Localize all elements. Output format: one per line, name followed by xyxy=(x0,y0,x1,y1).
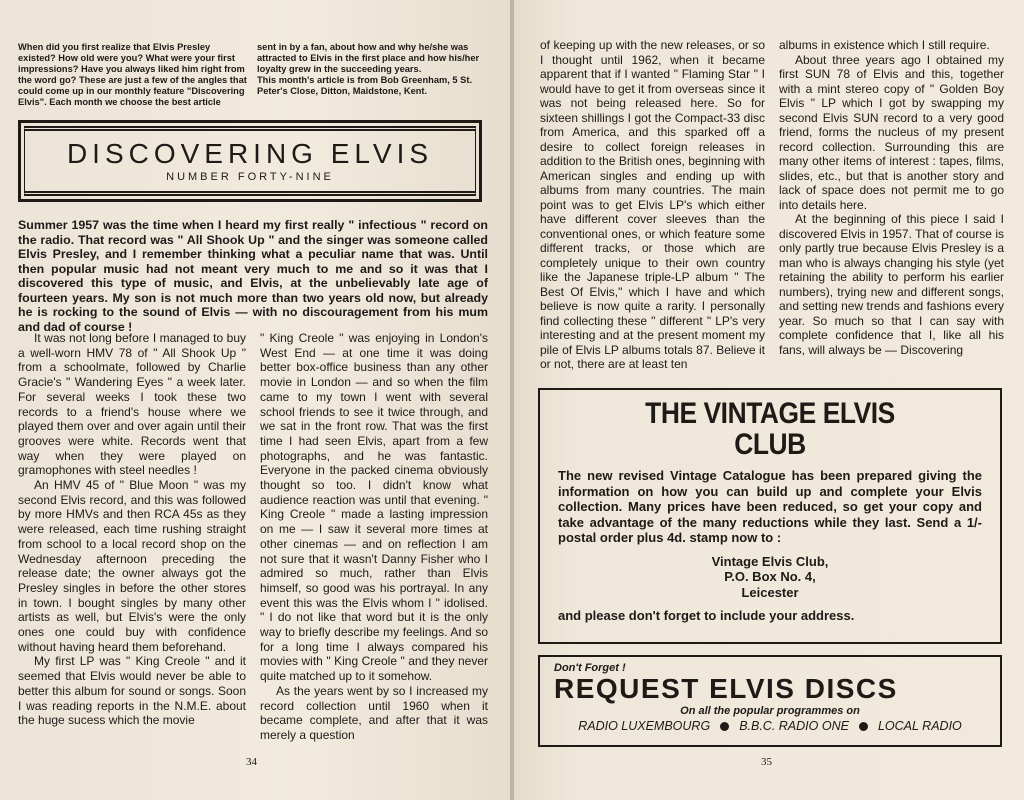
lead-paragraph: Summer 1957 was the time when I heard my first really " infectious " record on the radio. That record was " All Shook Up " and the singer was someone called Elvis Presley, and I remember thinking what a peculiar name that was. Until then popular music had not meant very much to me and so it was that I discovered this type of music, and Elvis, at the unbelievably late age of fourteen years. My son is not much more than two years old now, but already he is rocking to the sound of Elvis — with no discouragement from his mum and dad of course ! xyxy=(18,218,488,334)
article-paragraph: My first LP was " King Creole " and it seemed that Elvis would never be able to better this album for sound or songs. Soon I was reading reports in the N.M.E. about the huge sucess which the movie xyxy=(18,654,246,728)
feature-banner xyxy=(18,120,482,202)
address-line: Vintage Elvis Club, xyxy=(711,553,829,569)
request-ad-headline: REQUEST ELVIS DISCS xyxy=(554,673,898,704)
request-ad-tagline: On all the popular programmes on xyxy=(680,705,860,717)
article-column xyxy=(540,38,765,372)
feature-title: DISCOVERING ELVIS xyxy=(66,138,434,169)
intro-col-2 xyxy=(257,42,488,108)
page-number: 34 xyxy=(246,756,257,768)
vintage-elvis-club-ad xyxy=(538,388,1002,644)
request-elvis-discs-ad xyxy=(538,655,1002,747)
author-credit: This month's article is from Bob Greenham, 5 St. Peter's Close, Ditton, Maidstone, Kent. xyxy=(257,75,473,96)
article-paragraph: As the years went by so I increased my record collection until 1960 when it became complete, and after that it was merely a question xyxy=(260,683,488,742)
article-column xyxy=(18,331,246,743)
intro-paragraph: When did you first realize that Elvis Presley existed? How old were you? What were your first impressions? Have you always liked him right from the word go? These are just a few of the angles that could come up in our monthly feature "Discovering Elvis". Each month we choose the best article xyxy=(18,42,247,107)
club-address xyxy=(558,554,982,601)
radio-stations xyxy=(554,719,986,733)
article-body-left xyxy=(18,331,488,743)
article-paragraph: " King Creole " was enjoying in London's West End — at one time it was doing better box-office business than any other movie in London — and so when the film came to my town I went with several school friends to see it twice through, and we sat in the front row. That was the first time I had seen Elvis, apart from a few photographs, and he was fantastic. Everyone in the packed cinema obviously thought so too. I didn't know what audience reaction was until that evening. " King Creole " made a lasting impression on me — I saw it several more times at other cinemas — and on reflection I am not sure that it wasn't Danny Fisher who I admired so much, rather than Elvis himself, so good was his portrayal. In any event this was the Elvis whom I " idolised. " I do not like that word but it is the only way to briefly describe my feelings. And so for a long time I always compared his movies with " King Creole " and they never quite matched up to it somehow. xyxy=(260,331,488,684)
address-line: P.O. Box No. 4, xyxy=(724,569,816,584)
article-paragraph: An HMV 45 of " Blue Moon " was my second Elvis record, and this was followed by more HMVs and then RCA 45s as they were released, each time rushing straight from school to a local record shop on the Wednesday afternoon preceding the release date; the owner always got the Presley singles in before the other stores in town. I bought singles by many other artists as well, but Elvis's were the only ones one could buy with confidence without having heard them beforehand. xyxy=(18,478,246,654)
intro-col-1 xyxy=(18,42,249,108)
intro-text xyxy=(18,42,488,108)
article-body-right xyxy=(540,38,1004,372)
club-ad-description: The new revised Vintage Catalogue has been prepared giving the information on how you can build up and complete your Elvis collection. Many prices have been reduced, so get your copy and take advantage of the many reductions while they last. Send a 1/- postal order plus 4d. stamp now to : xyxy=(558,468,982,545)
station-name: LOCAL RADIO xyxy=(877,719,962,733)
article-column xyxy=(779,38,1004,372)
article-paragraph: At the beginning of this piece I said I discovered Elvis in 1957. That of course is only partly true because Elvis Presley is a man who is always changing his style (yet retaining the ability to perform his earlier numbers), trying new and different songs, and setting new trends and fashions every year. So much so that I can say with complete confidence that I, like all his fans, will always be — Discovering xyxy=(779,212,1004,357)
station-name: RADIO LUXEMBOURG xyxy=(578,719,711,733)
article-paragraph: albums in existence which I still require. xyxy=(779,38,990,52)
club-ad-closing: and please don't forget to include your address. xyxy=(558,608,855,623)
club-ad-title xyxy=(583,398,956,460)
page-number: 35 xyxy=(761,756,772,768)
banner-frame xyxy=(24,126,476,196)
bullet-icon xyxy=(720,722,729,731)
article-paragraph: It was not long before I managed to buy a well-worn HMV 78 of " All Shook Up " from a schoolmate, followed by Charlie Gracie's " Wandering Eyes " a week later. For several weeks I took these two records to a friend's house where we played them over and over again until their grooves were white. Records went that way when they were played on gramophones with steel needles ! xyxy=(18,331,246,478)
article-column xyxy=(260,331,488,743)
station-name: B.B.C. RADIO ONE xyxy=(739,719,849,733)
feature-subtitle: NUMBER FORTY-NINE xyxy=(166,171,334,183)
article-paragraph: About three years ago I obtained my first SUN 78 of Elvis and this, together with a mint stereo copy of " Golden Boy Elvis " LP which I got by swapping my second Elvis SUN record to a very good friend, forms the nucleus of my present record collection. Surrounding this are many other items of interest : tapes, films, slides, etc., but that is another story and lack of space does not permit me to go into details here. xyxy=(779,52,1004,212)
intro-paragraph: sent in by a fan, about how and why he/she was attracted to Elvis in the first place and how his/her loyalty grew in the succeeding years. xyxy=(257,42,480,74)
club-ad-title-line: CLUB xyxy=(734,428,806,461)
address-line: Leicester xyxy=(741,584,799,600)
article-paragraph: of keeping up with the new releases, or so I thought until 1962, when it became apparent that if I wanted " Flaming Star " I would have to get it from overseas since it was not being released here. So for sixteen shillings I got the Compact-33 disc from America, and this sparked off a desire to collect foreign releases in addition to the British ones, beginning with American singles and ending up with albums from many countries. The main point was to get Elvis LP's which either have different cover sleeves than the conventional ones, or which feature some different tracks, or those which are completely unique to their own country like the Japanese triple-LP album " The Best Of Elvis," which I have and which believe is now quite a rarity. I personally find collecting these " different " LP's very interesting and at the present moment my pile of Elvis LP albums totals 87. Believe it or not, there are at least ten xyxy=(540,38,765,371)
request-ad-preheader: Don't Forget ! xyxy=(554,662,626,674)
bullet-icon xyxy=(859,722,868,731)
club-ad-title-line: THE VINTAGE ELVIS xyxy=(645,397,895,430)
